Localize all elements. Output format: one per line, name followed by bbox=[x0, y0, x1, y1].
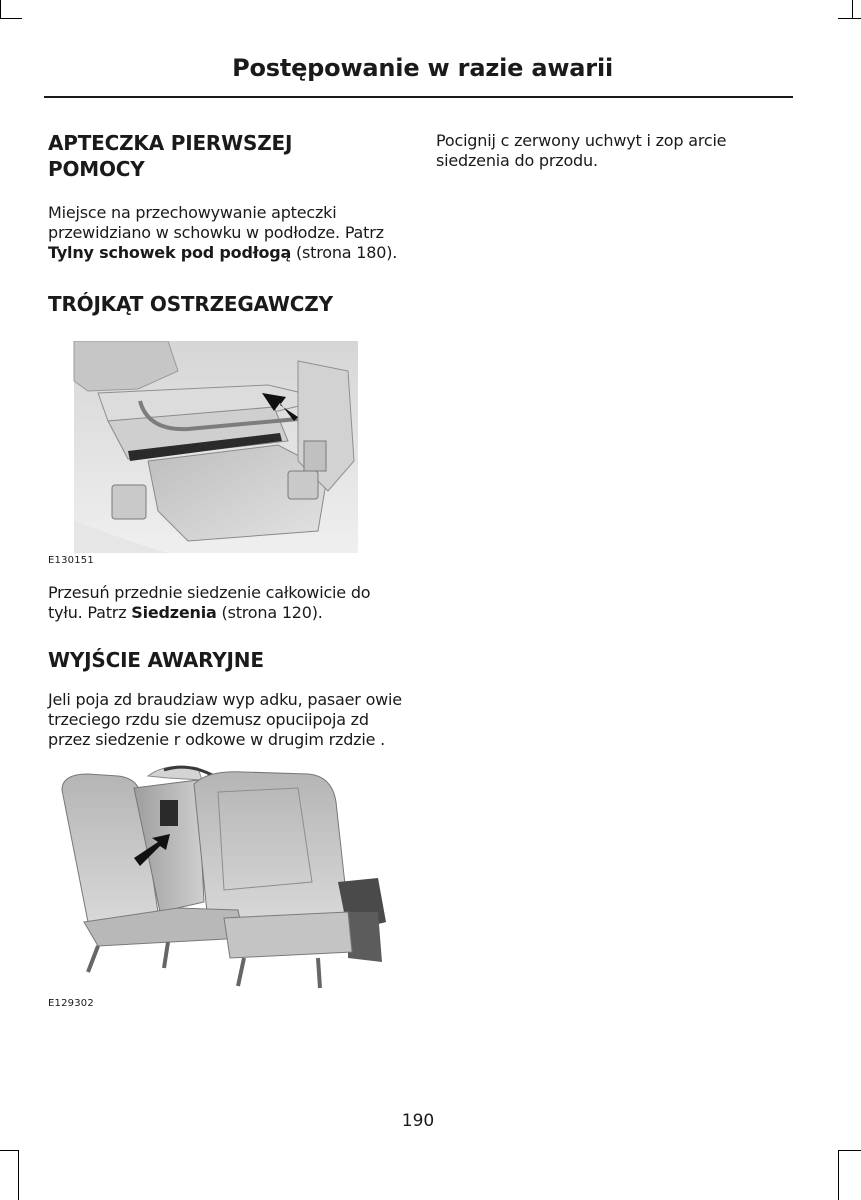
right-column bbox=[436, 131, 796, 171]
crop-mark-bottom-left-horizontal bbox=[0, 1150, 18, 1151]
warning-triangle-text-after: (strona 120). bbox=[216, 603, 323, 622]
first-aid-text bbox=[48, 203, 402, 263]
crop-mark-top-right-horizontal bbox=[838, 18, 861, 19]
page-number: 190 bbox=[401, 1111, 435, 1131]
emergency-exit-figure bbox=[48, 762, 388, 1010]
first-aid-link[interactable]: Tylny schowek pod podłogą bbox=[48, 243, 292, 262]
crop-mark-bottom-left-vertical bbox=[18, 1150, 19, 1200]
warning-triangle-link[interactable]: Siedzenia bbox=[131, 603, 217, 622]
warning-triangle-text bbox=[48, 583, 402, 623]
header-rule bbox=[44, 96, 793, 98]
crop-mark-top-left-horizontal bbox=[0, 18, 22, 19]
crop-mark-bottom-right-horizontal bbox=[838, 1150, 861, 1151]
trunk-floor-illustration bbox=[48, 341, 360, 553]
crop-mark-top-right-vertical bbox=[852, 0, 853, 18]
crop-mark-bottom-right-vertical bbox=[838, 1150, 839, 1200]
rear-seats-illustration bbox=[48, 762, 388, 996]
page-title: Postępowanie w razie awarii bbox=[232, 54, 613, 82]
left-column bbox=[48, 130, 402, 1010]
emergency-exit-text: Jeli poja zd braudziaw wyp adku, pasaer owie trzeciego rzdu sie dzemusz opuciipoja zd przez siedzenie r odkowe w drugim rzdzie . bbox=[48, 690, 402, 749]
seat-release-text: Pocignij c zerwony uchwyt i zop arcie siedzenia do przodu. bbox=[436, 131, 727, 170]
warning-triangle-figure bbox=[48, 341, 360, 567]
first-aid-text-before: Miejsce na przechowywanie apteczki przewidziano w schowku w podłodze. Patrz bbox=[48, 203, 384, 242]
page-header bbox=[44, 52, 793, 96]
emergency-exit-figure-code: E129302 bbox=[48, 998, 94, 1009]
first-aid-heading: APTECZKA PIERWSZEJ POMOCY bbox=[48, 131, 293, 181]
crop-mark-top-left-vertical bbox=[0, 0, 1, 18]
emergency-exit-heading: WYJŚCIE AWARYJNE bbox=[48, 648, 264, 672]
warning-triangle-figure-code: E130151 bbox=[48, 555, 94, 566]
warning-triangle-text-before: Przesuń przednie siedzenie całkowicie do tyłu. Patrz bbox=[48, 583, 371, 622]
warning-triangle-heading: TRÓJKĄT OSTRZEGAWCZY bbox=[48, 292, 333, 316]
first-aid-text-after: (strona 180). bbox=[291, 243, 398, 262]
